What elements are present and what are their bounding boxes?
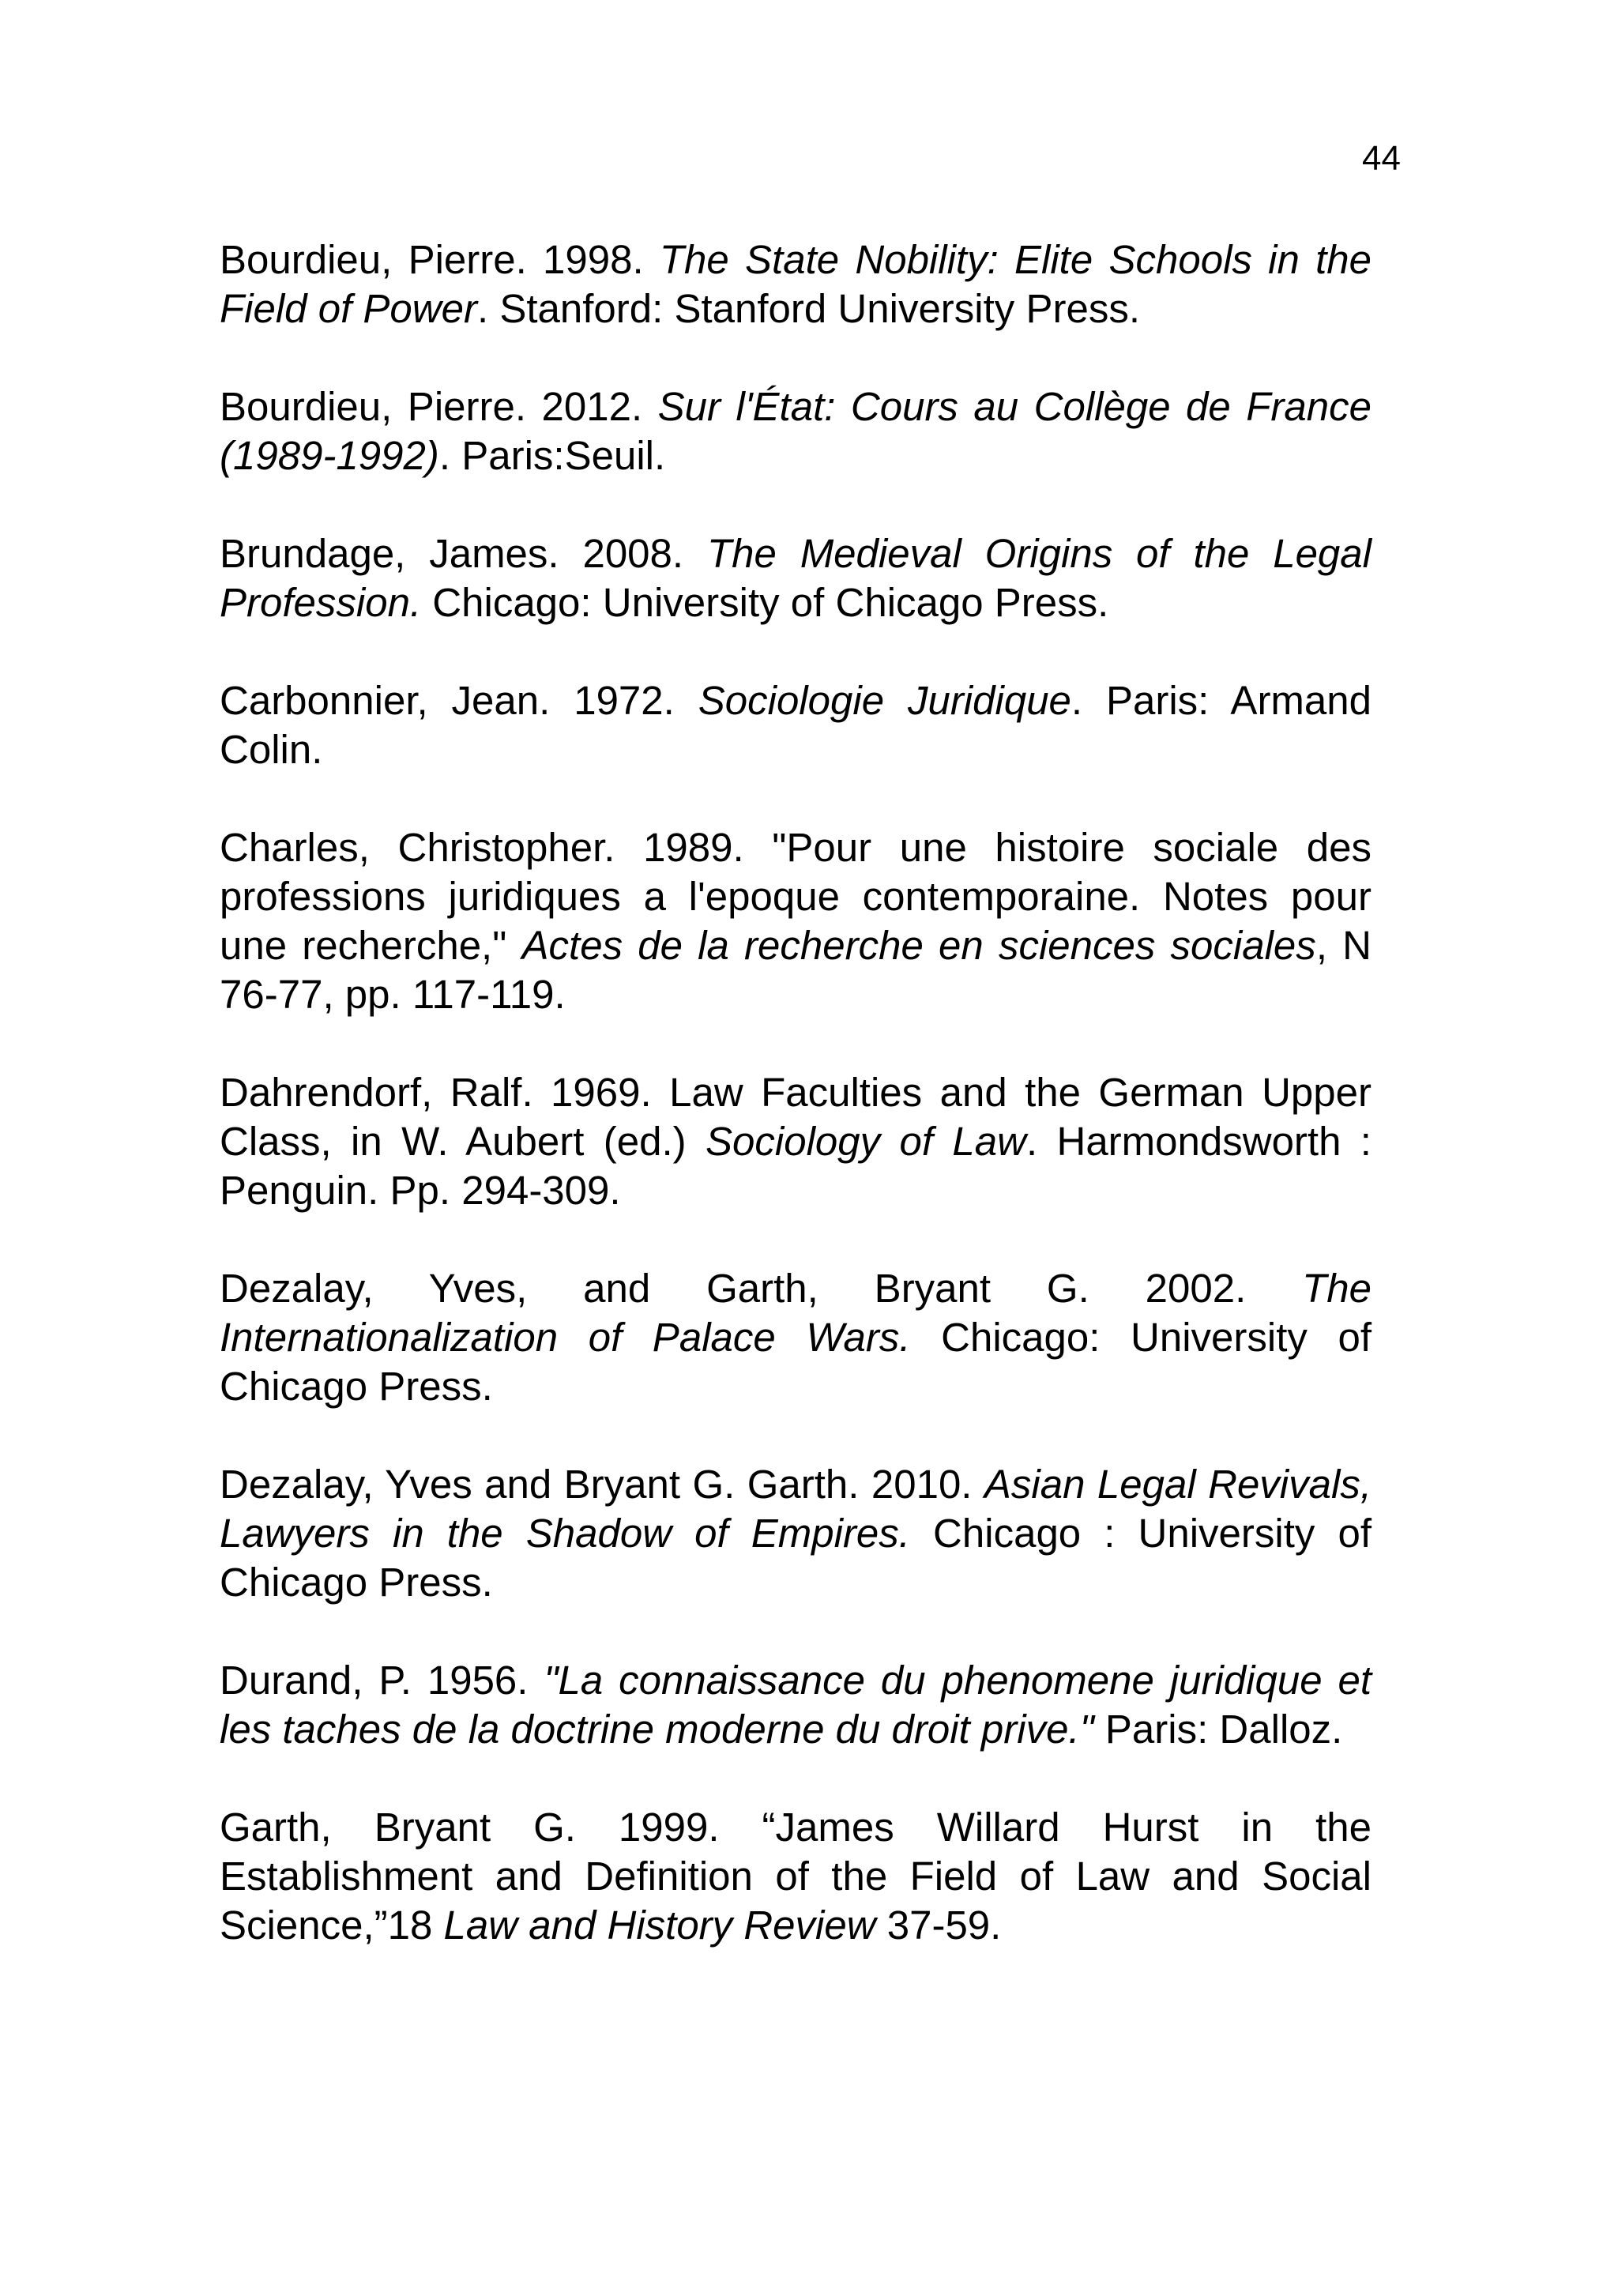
reference-text: Dezalay, Yves, and Garth, Bryant G. 2002. [220, 1266, 1303, 1311]
reference-text: Durand, P. 1956. [220, 1658, 544, 1703]
reference-text: 37-59. [875, 1903, 1002, 1948]
reference-entry [220, 1068, 1372, 1215]
reference-text: Bourdieu, Pierre. 2012. [220, 384, 658, 429]
reference-title: Law and History Review [443, 1903, 876, 1948]
reference-text: Chicago: University of Chicago Press. [220, 1315, 1372, 1409]
reference-entry [220, 529, 1372, 627]
reference-text: Chicago: University of Chicago Press. [421, 580, 1109, 625]
reference-text: Carbonnier, Jean. 1972. [220, 678, 698, 723]
reference-title: Sociologie Juridique [698, 678, 1071, 723]
reference-entry [220, 1264, 1372, 1411]
reference-title: Asian Legal Revivals, Lawyers in the Shadow of Empires. [220, 1462, 1372, 1556]
reference-text: Chicago : University of Chicago Press. [220, 1511, 1372, 1605]
reference-title: Sociology of Law [706, 1119, 1026, 1164]
reference-entry [220, 1803, 1372, 1950]
reference-text: Bourdieu, Pierre. 1998. [220, 237, 660, 282]
reference-entry [220, 676, 1372, 774]
reference-text: . Harmondsworth : Penguin. Pp. 294-309. [220, 1119, 1372, 1213]
reference-text: , N 76-77, pp. 117-119. [220, 923, 1372, 1017]
reference-entry [220, 382, 1372, 480]
reference-title: "La connaissance du phenomene juridique et les taches de la doctrine moderne du droit prive." [220, 1658, 1372, 1752]
reference-title: Sur l'État: Cours au Collège de France (1989-1992) [220, 384, 1372, 478]
reference-title: The Medieval Origins of the Legal Profession. [220, 531, 1372, 625]
reference-list [220, 235, 1372, 1999]
page-number: 44 [1362, 139, 1401, 178]
reference-text: Charles, Christopher. 1989. "Pour une histoire sociale des professions juridiques a l'epoque contemporaine. Notes pour une recherche," [220, 825, 1372, 968]
reference-text: Dahrendorf, Ralf. 1969. Law Faculties and the German Upper Class, in W. Aubert (ed.) [220, 1070, 1372, 1164]
reference-title: The Internationalization of Palace Wars. [220, 1266, 1372, 1360]
reference-text: . Paris: Armand Colin. [220, 678, 1372, 772]
reference-title: The State Nobility: Elite Schools in the Field of Power [220, 237, 1372, 331]
reference-entry [220, 1460, 1372, 1607]
reference-entry [220, 1656, 1372, 1754]
reference-entry [220, 823, 1372, 1019]
reference-entry [220, 235, 1372, 333]
reference-text: Brundage, James. 2008. [220, 531, 707, 576]
reference-text: Paris: Dalloz. [1093, 1707, 1343, 1752]
reference-text: Dezalay, Yves and Bryant G. Garth. 2010. [220, 1462, 984, 1507]
reference-text: . Paris:Seuil. [438, 433, 666, 478]
reference-text: Garth, Bryant G. 1999. “James Willard Hurst in the Establishment and Definition of the Field of Law and Social Science,”18 [220, 1805, 1372, 1948]
reference-text: . Stanford: Stanford University Press. [476, 286, 1140, 331]
reference-title: Actes de la recherche en sciences sociales [521, 923, 1316, 968]
